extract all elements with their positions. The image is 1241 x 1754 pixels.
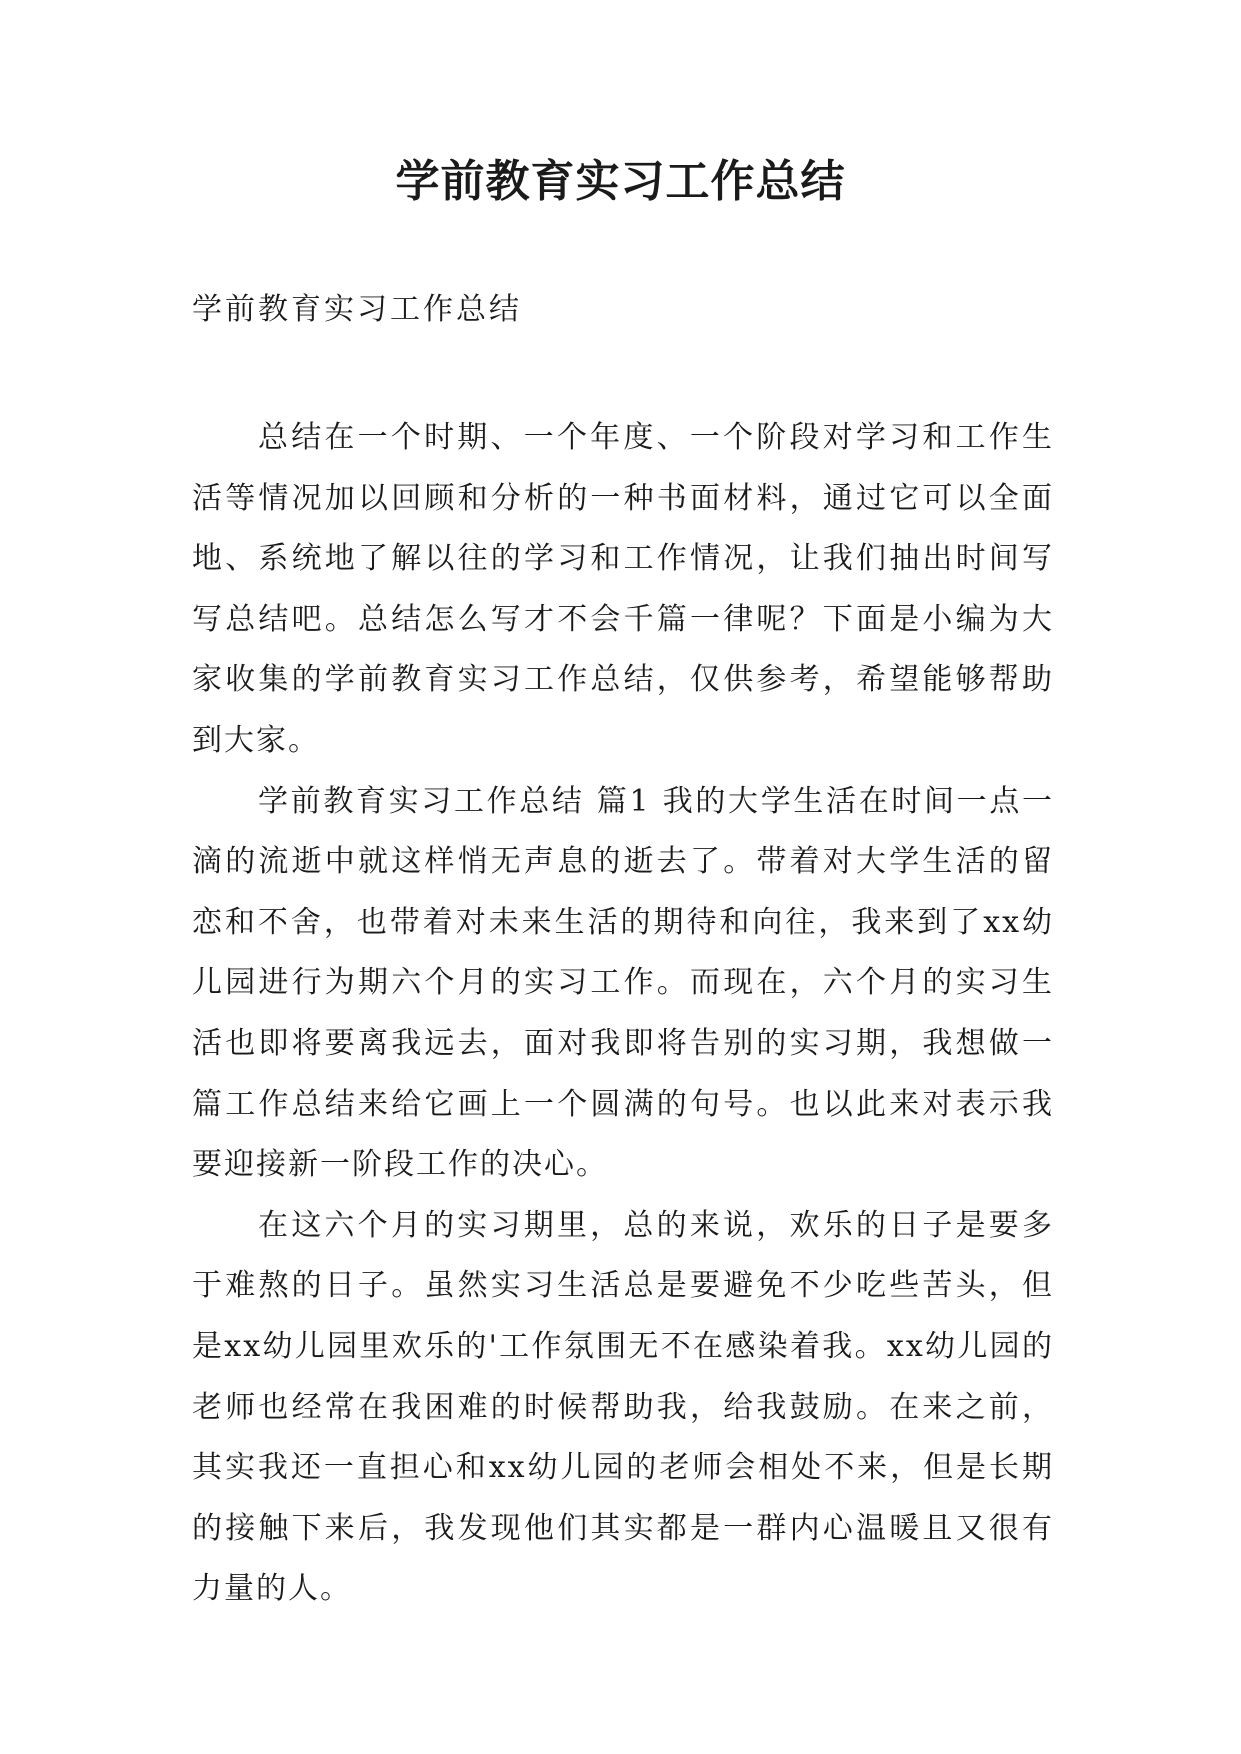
paragraph-internship-period: 在这六个月的实习期里，总的来说，欢乐的日子是要多于难熬的日子。虽然实习生活总是要避免不少吃些苦头，但是xx幼儿园里欢乐的'工作氛围无不在感染着我。xx幼儿园的老师也经常在我困难的时候帮助我，给我鼓励。在来之前，其实我还一直担心和xx幼儿园的老师会相处不来，但是长期的接触下来后，我发现他们其实都是一群内心温暖且又很有力量的人。 [192, 1207, 1054, 1607]
paragraph-part-1: 学前教育实习工作总结 篇1 我的大学生活在时间一点一滴的流逝中就这样悄无声息的逝去了。带着对大学生活的留恋和不舍，也带着对未来生活的期待和向往，我来到了xx幼儿园进行为期六个月的实习工作。而现在，六个月的实习生活也即将要离我远去，面对我即将告别的实习期，我想做一篇工作总结来给它画上一个圆满的句号。也以此来对表示我要迎接新一阶段工作的决心。 [192, 783, 1054, 1183]
document-body [192, 408, 1054, 1620]
document-subtitle: 学前教育实习工作总结 [192, 292, 522, 327]
paragraph-intro: 总结在一个时期、一个年度、一个阶段对学习和工作生活等情况加以回顾和分析的一种书面材料，通过它可以全面地、系统地了解以往的学习和工作情况，让我们抽出时间写写总结吧。总结怎么写才不会千篇一律呢？下面是小编为大家收集的学前教育实习工作总结，仅供参考，希望能够帮助到大家。 [192, 420, 1054, 758]
document-title: 学前教育实习工作总结 [395, 156, 846, 207]
